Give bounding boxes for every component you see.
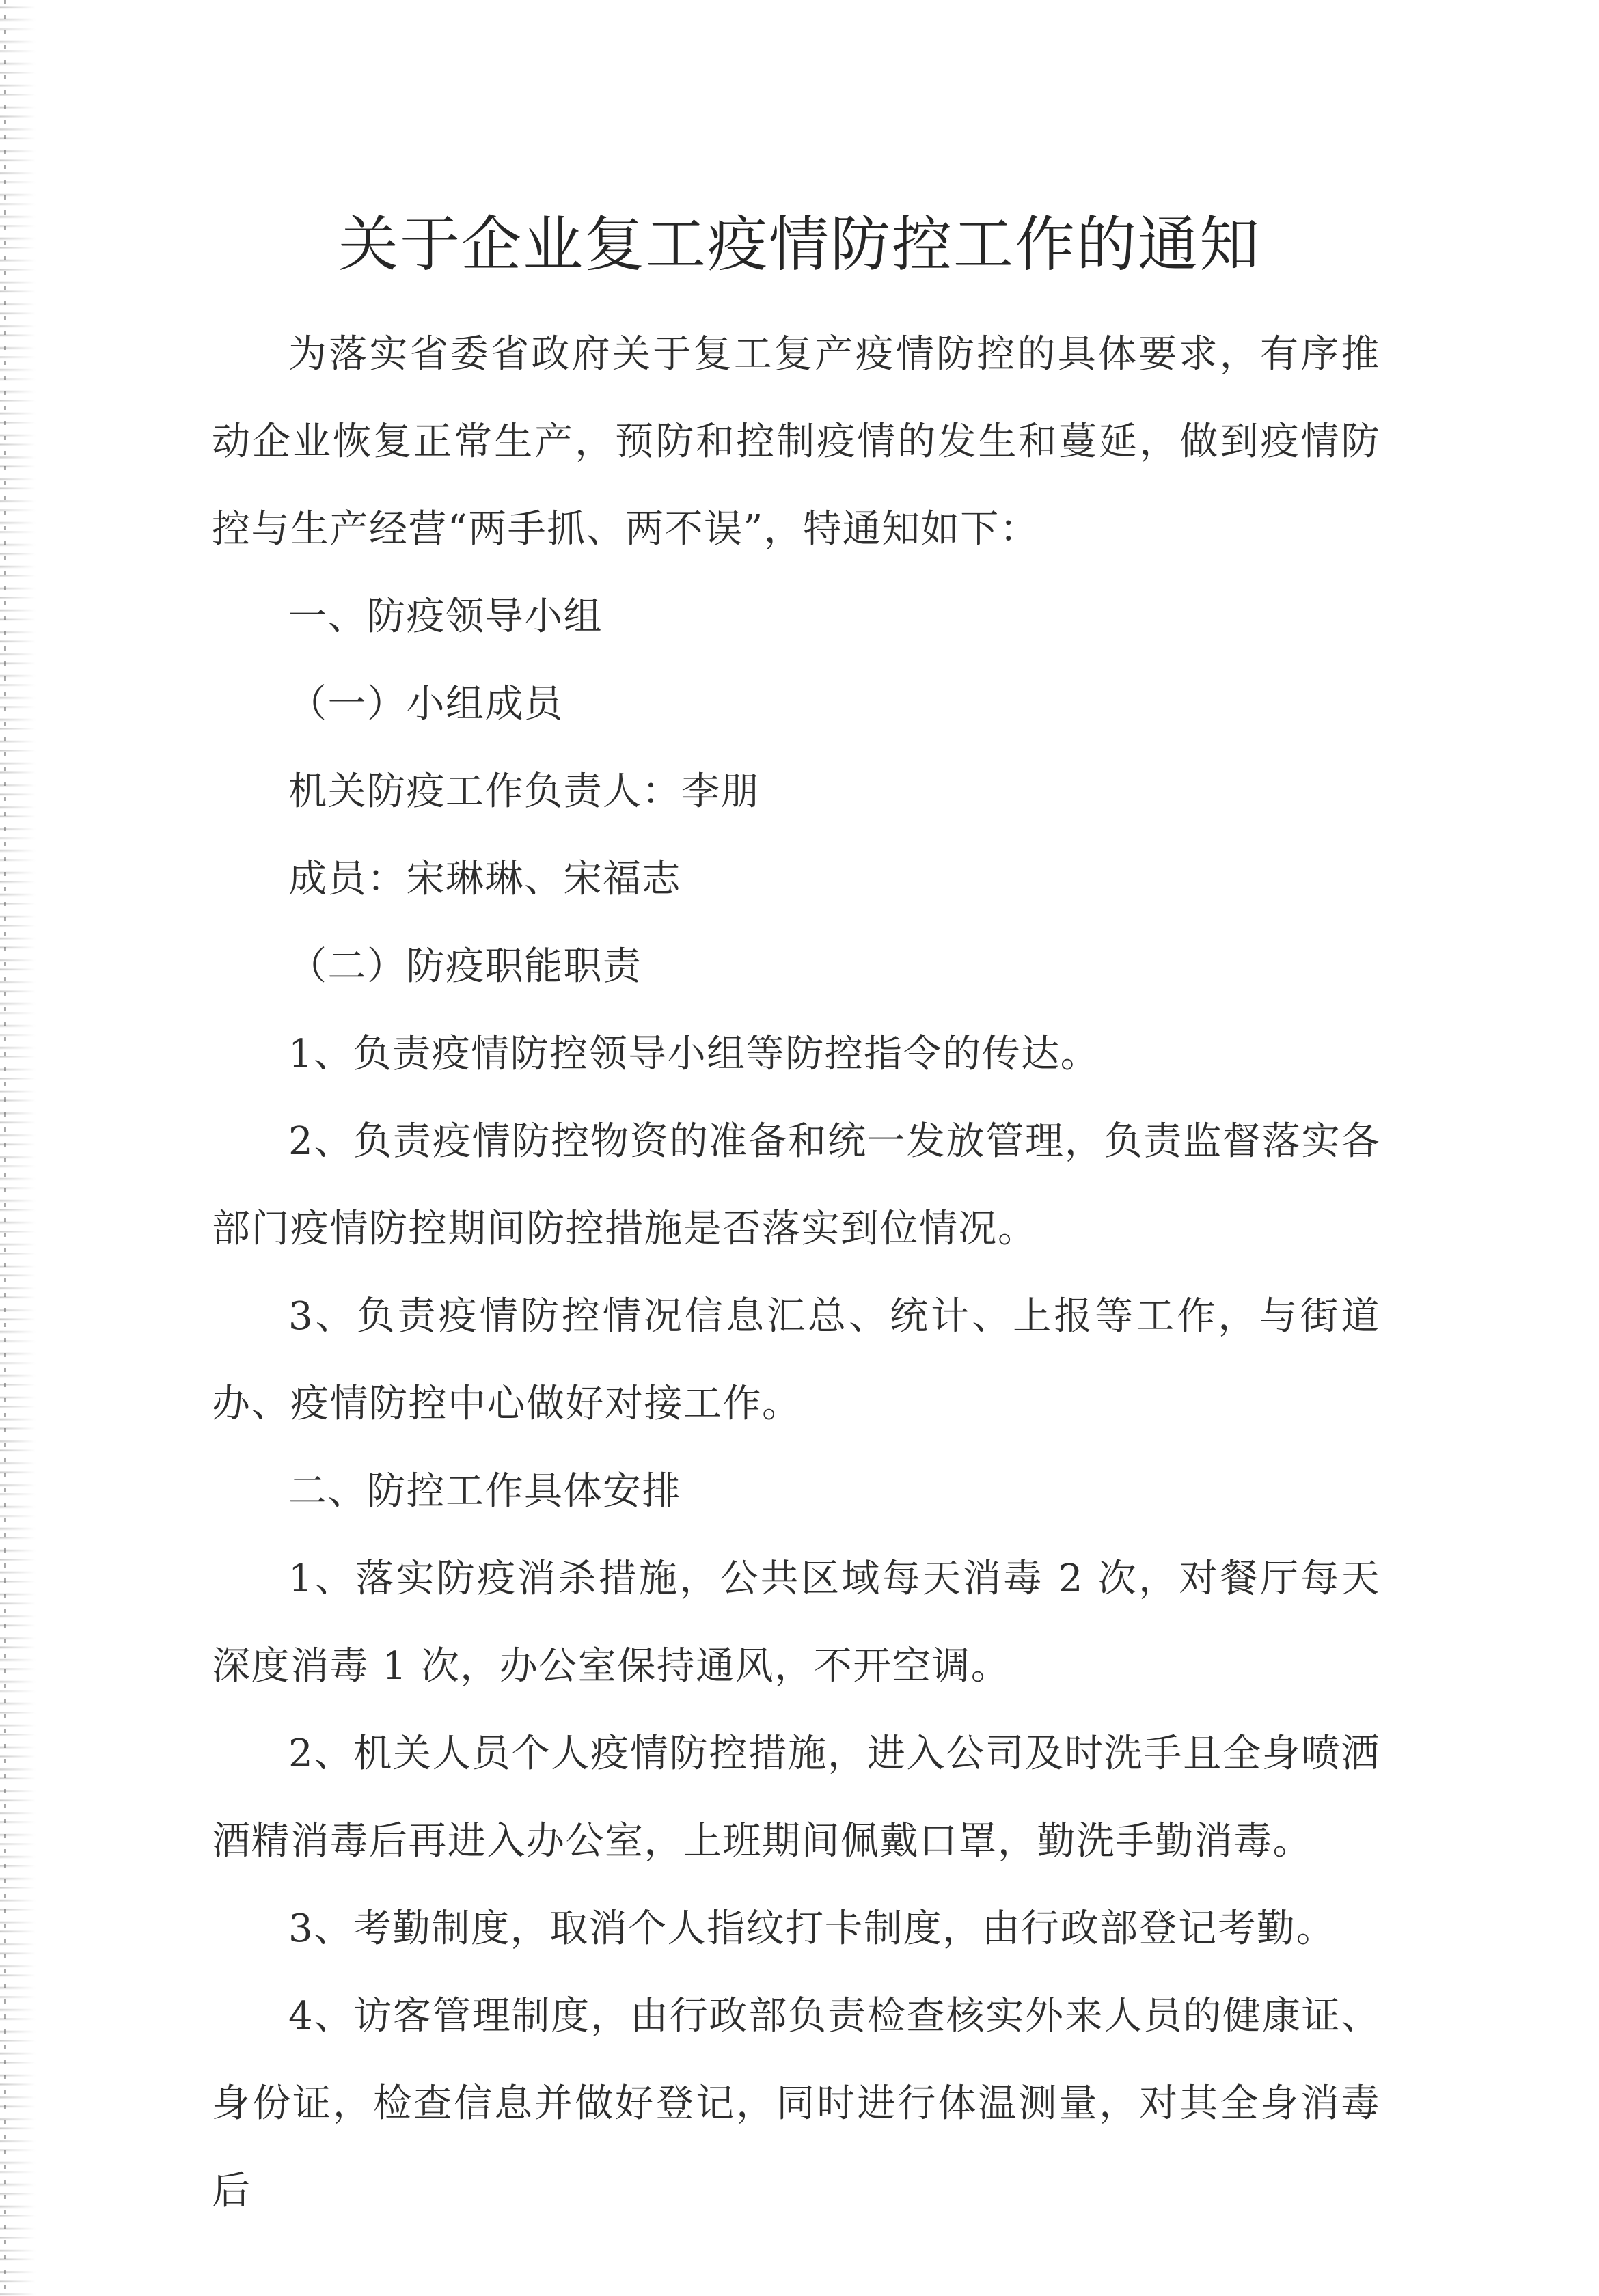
paragraph-duty-1: 1、负责疫情防控领导小组等防控指令的传达。	[288, 1032, 1100, 1076]
paragraph-arrangement-3: 3、考勤制度，取消个人指纹打卡制度，由行政部登记考勤。	[288, 1906, 1336, 1951]
subheading-duties: （二）防疫职能职责	[288, 944, 642, 989]
paragraph-arrangement-2: 2、机关人员个人疫情防控措施，进入公司及时洗手且全身喷洒酒精消毒后再进入办公室，上班期间佩戴口罩，勤洗手勤消毒。	[212, 1732, 1380, 1863]
scan-edge-shadow	[0, 0, 36, 2296]
paragraph-leader: 机关防疫工作负责人：李朋	[288, 769, 760, 814]
subheading-members: （一）小组成员	[288, 682, 564, 726]
paragraph-arrangement-4: 4、访客管理制度，由行政部负责检查核实外来人员的健康证、身份证，检查信息并做好登记，同时进行体温测量，对其全身消毒后	[212, 1994, 1380, 2213]
page-title: 关于企业复工疫情防控工作的通知	[338, 209, 1261, 279]
paragraph-arrangement-1: 1、落实防疫消杀措施，公共区域每天消毒 2 次，对餐厅每天深度消毒 1 次，办公室保持通风，不开空调。	[212, 1557, 1380, 1689]
paragraph-duty-2: 2、负责疫情防控物资的准备和统一发放管理，负责监督落实各部门疫情防控期间防控措施是否落实到位情况。	[212, 1119, 1380, 1251]
document-body	[212, 311, 1380, 2235]
paragraph-members: 成员：宋琳琳、宋福志	[288, 857, 681, 901]
paragraph-intro: 为落实省委省政府关于复工复产疫情防控的具体要求，有序推动企业恢复正常生产，预防和控制疫情的发生和蔓延，做到疫情防控与生产经营“两手抓、两不误”，特通知如下：	[212, 332, 1380, 551]
paragraph-duty-3: 3、负责疫情防控情况信息汇总、统计、上报等工作，与街道办、疫情防控中心做好对接工作。	[212, 1294, 1380, 1426]
heading-section-2: 二、防控工作具体安排	[288, 1469, 681, 1514]
heading-section-1: 一、防疫领导小组	[288, 594, 603, 639]
